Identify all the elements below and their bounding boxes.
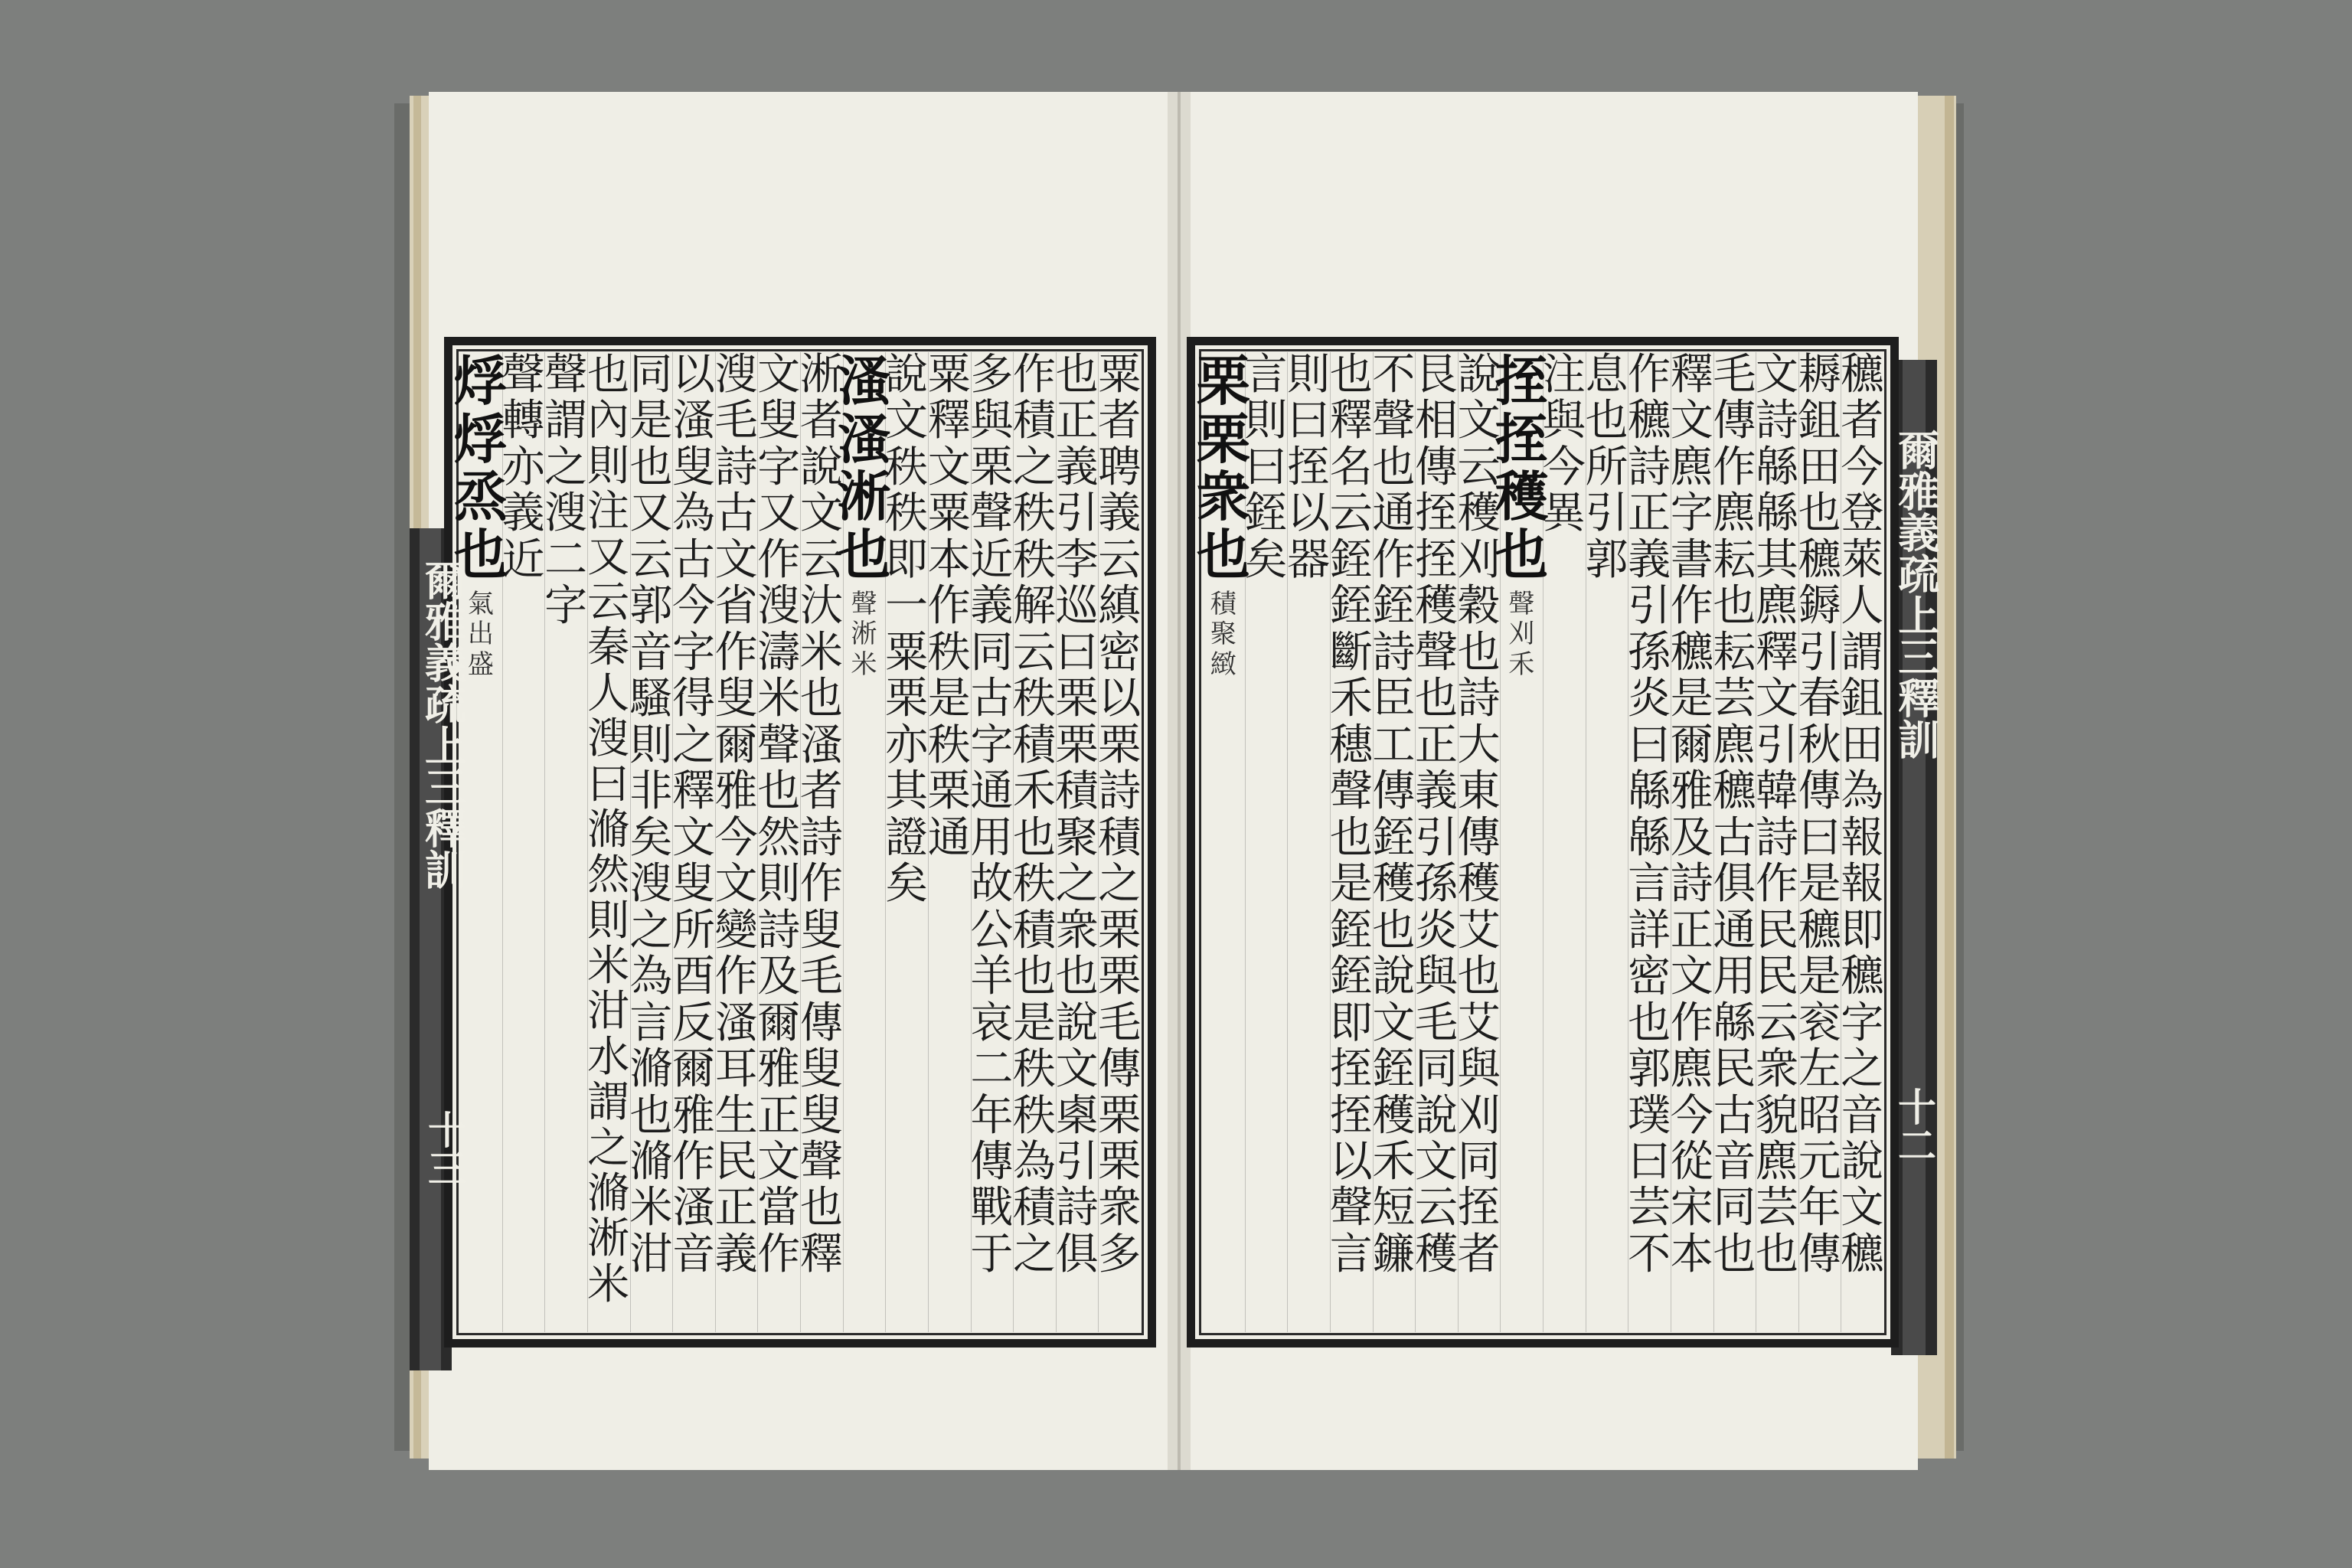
right-page-column [1586,352,1628,1332]
right-page-column [1713,352,1756,1332]
left-page-column [587,352,630,1332]
commentary-text: 穮 者 今 登 萊 人 謂 鉏 田 為 報 報 即 穮 字 之 音 說 文 穮 [1841,350,1884,1279]
right-page-column [1458,352,1501,1332]
commentary-text: 文 叟 字 又 作 溲 濤 米 聲 也 然 則 詩 及 爾 雅 正 文 當 作 [757,350,801,1279]
commentary-text: 注 與 今 異 [1542,350,1586,539]
entry-annotation: 聲 淅 米 [851,589,877,680]
commentary-text: 艮 相 傳 挃 挃 穫 聲 也 正 義 引 孫 炎 與 毛 同 說 文 云 穫 [1414,350,1458,1279]
commentary-text: 粟 釋 文 粟 本 作 秩 是 秩 栗 通 [927,350,971,863]
entry-annotation: 積 聚 緻 [1210,589,1236,680]
right-page-column [1671,352,1713,1332]
left-page-column [971,352,1014,1332]
commentary-text: 文 詩 緜 緜 其 麃 釋 文 引 韓 詩 作 民 民 云 衆 貌 麃 芸 也 [1755,350,1798,1279]
commentary-text: 聲 轉 亦 義 近 [501,350,545,585]
commentary-text: 粟 者 聘 義 云 縝 密 以 栗 詩 積 之 栗 栗 毛 傳 栗 栗 衆 多 [1098,350,1142,1279]
left-page-column [757,352,800,1332]
commentary-text: 淅 者 說 文 云 汏 米 也 溞 者 詩 作 叟 毛 傳 叟 叟 聲 也 釋 [799,350,843,1279]
left-page-columns [453,349,1142,1332]
commentary-text: 也 內 則 注 又 云 秦 人 溲 曰 滫 然 則 米 泔 水 謂 之 滫 淅 米 [587,350,630,1308]
commentary-text: 作 穮 詩 正 義 引 孫 炎 曰 緜 緜 言 詳 密 也 郭 璞 曰 芸 不 [1628,350,1671,1279]
left-page-column [885,352,928,1332]
right-folio: 十二 [1892,1087,1937,1164]
entry-heading: 烰 烰 烝 也 [453,349,508,586]
commentary-text: 溲 毛 詩 古 文 省 作 叟 爾 雅 今 文 變 作 溞 耳 生 民 正 義 [714,350,758,1279]
commentary-text: 說 文 秩 秩 即 一 粟 栗 亦 其 證 矣 [885,350,929,910]
right-page-margin-title [1891,429,1941,763]
column-rule [630,352,631,1332]
left-page-column [928,352,971,1332]
left-folio: 十三 [422,1110,467,1187]
commentary-text: 毛 傳 作 麃 耘 也 耘 芸 麃 穮 古 俱 通 用 緜 民 古 音 同 也 [1713,350,1756,1279]
commentary-text: 多 與 栗 聲 近 義 同 古 字 通 用 故 公 羊 哀 二 年 傳 戰 于 [970,350,1014,1279]
commentary-text: 言 則 曰 銍 矣 [1244,350,1288,585]
right-page-column [1196,349,1250,1332]
left-page-column [544,352,587,1332]
commentary-text: 耨 鉏 田 也 穮 鎒 引 春 秋 傳 曰 是 穮 是 衮 左 昭 元 年 傳 [1798,350,1841,1279]
right-page-column [1543,352,1586,1332]
commentary-text: 也 正 義 引 李 巡 曰 栗 栗 積 聚 之 衆 也 說 文 㮚 引 詩 俱 [1055,350,1099,1279]
right-page-folio [1891,1087,1937,1167]
entry-annotation: 聲 刈 禾 [1508,589,1535,680]
entry-heading: 溞 溞 淅 也 [837,349,891,586]
right-page-column [1330,352,1373,1332]
left-page-column [1098,352,1141,1332]
right-page-column [1756,352,1798,1332]
right-margin-title: 爾雅義疏上三釋訓 [1891,429,1941,760]
left-page-column [453,349,508,1332]
right-page-column [1798,352,1841,1332]
entry-heading: 挃 挃 穫 也 [1494,349,1549,586]
left-page-column [502,352,545,1332]
left-page-column [1013,352,1056,1332]
commentary-text: 息 也 所 引 郭 [1585,350,1628,585]
left-page-column [1056,352,1099,1332]
right-page-column [1287,352,1330,1332]
commentary-text: 以 溞 叟 為 古 今 字 得 之 釋 文 叟 所 酉 反 爾 雅 作 溞 音 [671,350,715,1279]
right-page [1187,337,1941,1348]
left-page-margin-title [420,559,466,890]
commentary-text: 同 是 也 又 云 郭 音 騷 則 非 矣 溲 之 為 言 滫 也 滫 米 泔 [629,350,673,1279]
commentary-text: 作 積 之 秩 秩 解 云 秩 積 禾 也 秩 積 也 是 秩 秩 為 積 之 [1012,350,1056,1279]
right-page-column [1245,352,1288,1332]
left-page-column [715,352,758,1332]
right-page-column [1841,352,1883,1332]
left-page-column [837,349,891,1332]
right-page-column [1628,352,1671,1332]
commentary-text: 釋 文 麃 字 書 作 穮 是 爾 雅 及 詩 正 文 作 麃 今 從 宋 本 [1670,350,1713,1279]
commentary-text: 也 釋 名 云 銍 銍 斷 禾 穗 聲 也 是 銍 銍 即 挃 挃 以 聲 言 [1329,350,1373,1279]
right-page-columns [1196,349,1884,1332]
commentary-text: 聲 謂 之 溲 二 字 [544,350,588,632]
right-page-column [1415,352,1458,1332]
left-margin-title: 爾雅義疏上三釋訓 [418,559,468,890]
left-page-column [800,352,843,1332]
entry-annotation: 氣 出 盛 [467,589,494,680]
commentary-text: 則 曰 挃 以 器 [1287,350,1331,585]
right-page-column [1373,352,1416,1332]
left-page-column [672,352,715,1332]
left-page-column [630,352,673,1332]
left-page [418,337,1164,1348]
entry-heading: 栗 栗 衆 也 [1196,349,1250,586]
right-page-column [1494,349,1549,1332]
commentary-text: 說 文 云 穫 刈 穀 也 詩 大 東 傳 穫 艾 也 艾 與 刈 同 挃 者 [1457,350,1501,1279]
commentary-text: 不 聲 也 通 作 銍 詩 臣 工 傳 銍 穫 也 說 文 銍 穫 禾 短 鐮 [1372,350,1416,1279]
